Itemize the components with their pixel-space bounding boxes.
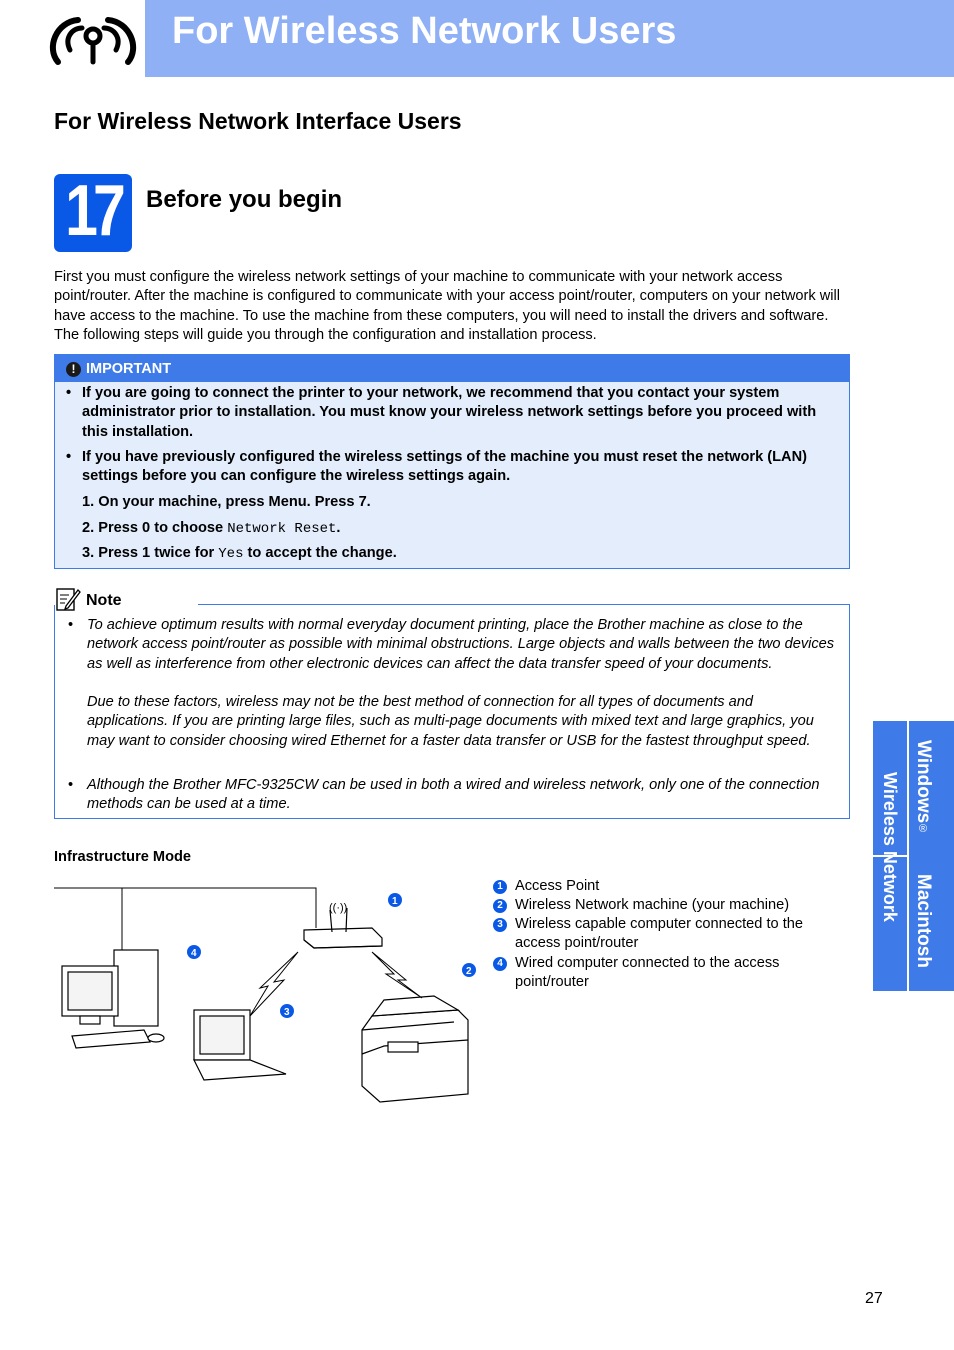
important-bullet-1: If you are going to connect the printer to your network, we recommend that you contact your system administrator prior to installation. You must know your wireless network settings before you proceed with this installation.	[82, 385, 817, 440]
note-bullet-1b: Due to these factors, wireless may not be the best method of connection for all types of documents and applications. If you are printing large files, such as multi-page documents with mixed text and large graphics, you may want to consider choosing wired Ethernet for a faster data transfer or USB for the fastest throughput speed.	[87, 694, 814, 749]
important-label: IMPORTANT	[86, 361, 172, 377]
infrastructure-diagram	[54, 870, 484, 1110]
legend-item-4: Wired computer connected to the access point/router	[515, 955, 780, 991]
printer-machine	[362, 996, 468, 1102]
legend-number-2: 2	[493, 899, 507, 913]
side-tab-wireless-label: Wireless Network	[880, 772, 900, 922]
important-header	[54, 354, 850, 382]
wireless-network-icon	[48, 10, 138, 70]
important-bullet-icon: •	[66, 449, 72, 465]
infrastructure-mode-title: Infrastructure Mode	[54, 849, 192, 865]
svg-text:((·)): ((·))	[329, 902, 348, 914]
legend-number-1: 1	[493, 880, 507, 894]
important-step-1: 1. On your machine, press Menu. Press 7.	[82, 494, 371, 510]
legend-item-2: Wireless Network machine (your machine)	[515, 897, 790, 913]
important-step-2: 2. Press 0 to choose Network Reset.	[82, 520, 341, 537]
page-number: 27	[865, 1290, 883, 1307]
note-top-rule	[198, 604, 850, 605]
page-title: For Wireless Network Users	[172, 10, 677, 52]
svg-text:1: 1	[392, 896, 398, 907]
step-number: 17	[65, 171, 121, 251]
legend-number-4: 4	[493, 957, 507, 971]
legend-item-3: Wireless capable computer connected to the access point/router	[515, 916, 803, 952]
note-bullet-2: Although the Brother MFC-9325CW can be used in both a wired and wireless network, only one of the connection methods can be used at a time.	[87, 777, 820, 813]
note-pencil-icon	[55, 586, 81, 612]
svg-text:4: 4	[191, 948, 197, 959]
svg-text:3: 3	[284, 1007, 290, 1018]
note-label: Note	[86, 592, 122, 609]
desktop-computer	[62, 950, 164, 1048]
important-bullet-2: If you have previously configured the wireless settings of the machine you must reset the network (LAN) settings before you can configure the wireless settings again.	[82, 449, 807, 485]
side-tab-macintosh-label: Macintosh	[913, 874, 934, 968]
section-title: For Wireless Network Interface Users	[54, 108, 462, 134]
important-bullet-icon: •	[66, 385, 72, 401]
side-tab-windows-label: Windows®	[913, 740, 934, 836]
intro-paragraph: First you must configure the wireless network settings of your machine to communicate with your network access point/router. After the machine is configured to communicate with your access point/router, computers on your network will have access to the machine. To use the machine from these computers, you will need to install the drivers and software. The following steps will guide you through the configuration and installation process.	[54, 269, 841, 343]
exclamation-icon: !	[66, 362, 81, 377]
note-bullet-1a: To achieve optimum results with normal everyday document printing, place the Brother machine as close to the network access point/router as possible with minimal obstructions. Large objects and walls between the two devices as well as interference from other electronic devices can affect the data transfer speed of your documents.	[87, 617, 835, 672]
important-step-3: 3. Press 1 twice for Yes to accept the change.	[82, 545, 397, 562]
note-bullet-icon: •	[68, 777, 74, 793]
note-bullet-icon: •	[68, 617, 74, 633]
step-title: Before you begin	[146, 186, 343, 213]
legend-number-3: 3	[493, 918, 507, 932]
wired-connection-line	[54, 888, 316, 950]
laptop-computer	[194, 1010, 286, 1080]
svg-text:2: 2	[466, 966, 472, 977]
legend-item-1: Access Point	[515, 878, 600, 894]
